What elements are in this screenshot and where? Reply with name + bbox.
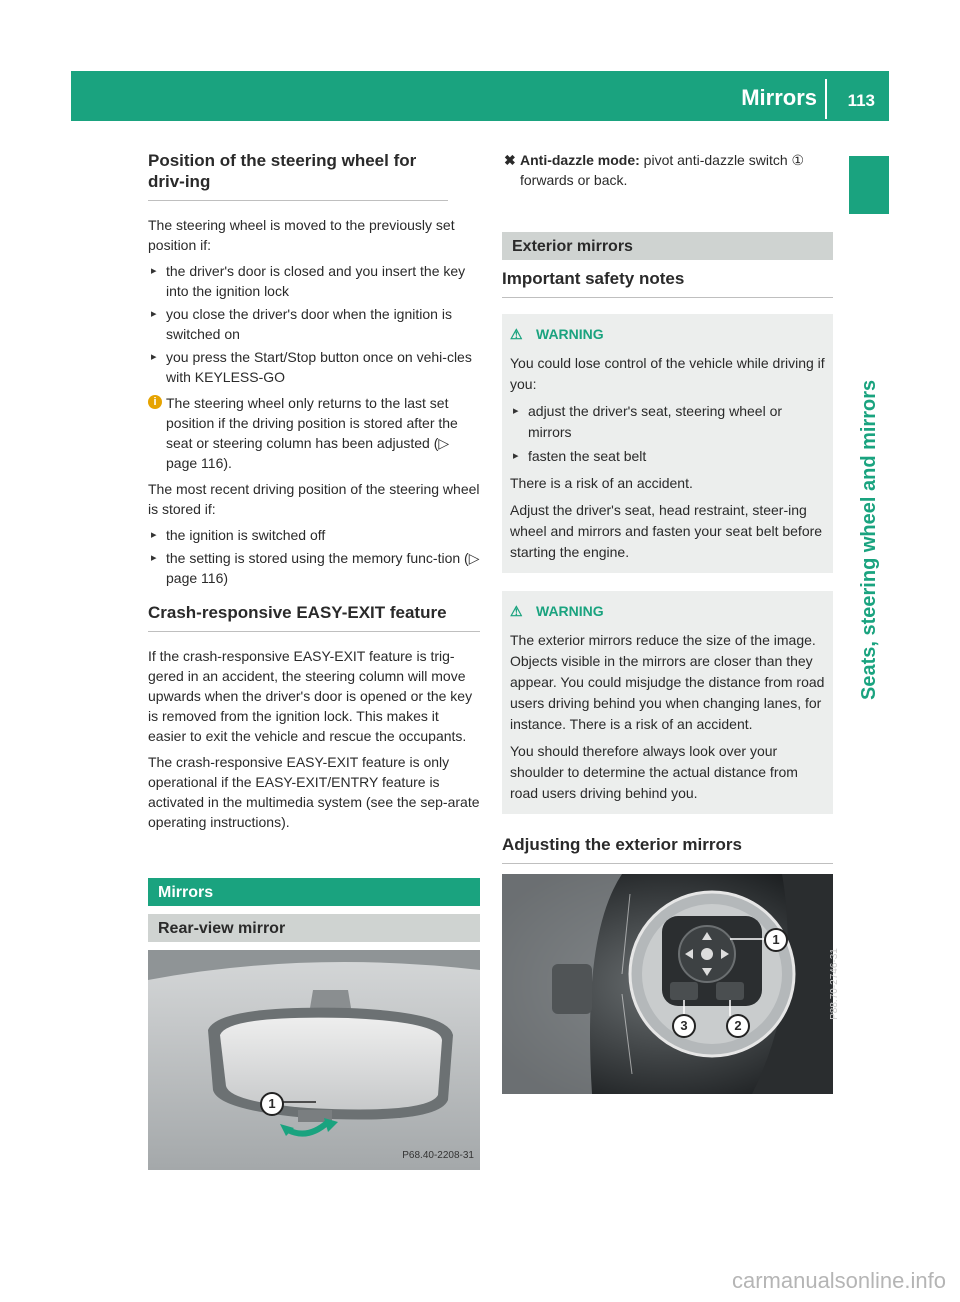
mirror-controls-drawing [502,874,833,1094]
info-text: The steering wheel only returns to the last set position if the driving position is stored after the seat or steering column has been adjusted (▷ page 116). [166,395,458,471]
paragraph: If the crash-responsive EASY-EXIT feature is trig-gered in an accident, the steering column will move upwards when the driver's door is opened or the key is removed from the ignition lock. This makes it easier to exit the vehicle and rescue the occupants. [148,648,473,744]
callout-3: 3 [672,1014,696,1038]
paragraph: There is a risk of an accident. [510,475,693,491]
warning-box-2 [502,591,833,814]
footer-watermark: carmanualsonline.info [731,1268,946,1293]
list-item: ▸ the driver's door is closed and you insert the key into the ignition lock [148,261,480,301]
side-tab-marker [849,156,889,214]
paragraph: You should therefore always look over your shoulder to determine the actual distance from road users driving behind you. [510,743,798,801]
warning-title [510,601,825,622]
page-number: 113 [847,91,875,110]
list-item: ▸ you press the Start/Stop button once on vehi-cles with KEYLESS-GO [148,347,480,387]
page-header [71,71,889,121]
warning-label: WARNING [536,603,604,619]
bullet-list [510,401,825,467]
paragraph: The most recent driving position of the steering wheel is stored if: [148,481,480,517]
bullet-list [148,261,480,387]
heading-steering-position: Position of the steering wheel for driv-ing [148,150,448,201]
callout-2: 2 [726,1014,750,1038]
action-text: pivot anti-dazzle switch ① forwards or back. [520,152,805,188]
header-divider [825,79,827,119]
right-column [502,150,841,1094]
heading-safety-notes: Important safety notes [502,268,833,298]
warning-label: WARNING [536,326,604,342]
paragraph: The steering wheel is moved to the previously set position if: [148,217,455,253]
warning-box-1 [502,314,833,573]
list-item: ▸ adjust the driver's seat, steering wheel or mirrors [510,401,825,443]
section-bar-exterior-mirrors: Exterior mirrors [502,232,833,260]
bullet-list [148,525,480,588]
list-item: ▸ you close the driver's door when the ignition is switched on [148,304,480,344]
info-icon: i [148,395,162,409]
rear-view-mirror-illustration [148,950,480,1170]
info-note [148,393,480,473]
section-bar-mirrors: Mirrors [148,878,480,906]
image-code: P68.40-2208-31 [402,1150,474,1161]
paragraph: The crash-responsive EASY-EXIT feature is only operational if the EASY-EXIT/ENTRY feature is activated in the multimedia system (see the sep-arate operating instructions). [148,754,480,830]
warning-title [510,324,825,345]
list-item: ▸ the setting is stored using the memory func-tion (▷ page 116) [148,548,480,588]
subsection-bar-rear-view: Rear-view mirror [148,914,480,942]
warning-triangle-icon: ⚠ [510,326,523,342]
callout-1: 1 [764,928,788,952]
side-tab [849,220,889,700]
paragraph: You could lose control of the vehicle while driving if you: [510,355,825,392]
arrow-icon: ✖ [504,152,516,168]
paragraph: Adjust the driver's seat, head restraint, steer-ing wheel and mirrors and fasten your seat belt before starting the engine. [510,502,823,560]
mirror-controls-illustration [502,874,841,1094]
list-item: ▸ fasten the seat belt [510,446,825,467]
section-title: Mirrors [741,85,817,110]
heading-crash-exit: Crash-responsive EASY-EXIT feature [148,602,480,632]
callout-1: 1 [260,1092,284,1116]
heading-adjusting-mirrors: Adjusting the exterior mirrors [502,834,833,864]
paragraph: The exterior mirrors reduce the size of the image. Objects visible in the mirrors are closer than they appear. You could misjudge the distance from road users driving behind you when changing lanes, for instance. There is a risk of an accident. [510,632,825,732]
image-code: P88.70-2746-31 [829,948,841,1020]
action-step [502,150,833,190]
action-label: Anti-dazzle mode: [520,152,640,168]
left-column [148,150,480,1170]
warning-triangle-icon: ⚠ [510,603,523,619]
rear-view-mirror-drawing [148,950,480,1170]
side-tab-label: Seats, steering wheel and mirrors [858,379,880,700]
list-item: ▸ the ignition is switched off [148,525,480,545]
